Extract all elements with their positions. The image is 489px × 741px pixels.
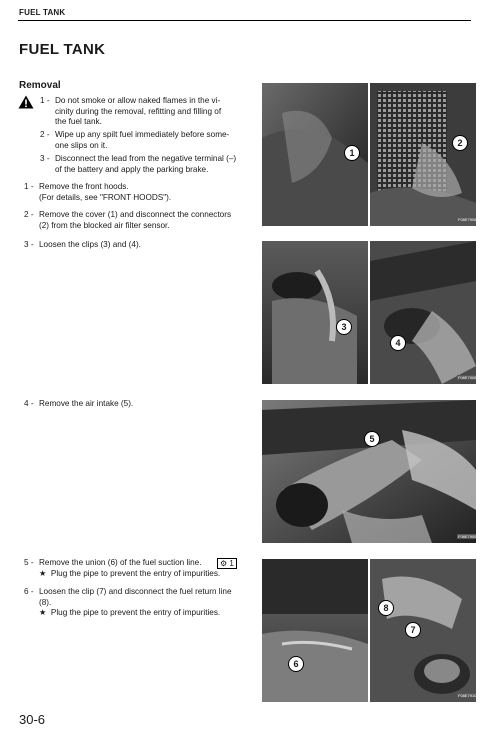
photo-ref: F08E7908 <box>458 375 476 380</box>
step-text: Remove the air intake (5). <box>39 399 134 408</box>
step-number: 5 - <box>24 558 34 567</box>
photo-fuel-lines <box>262 559 476 702</box>
step-number: 6 - <box>24 587 34 596</box>
warning-number: 3 - <box>40 154 50 163</box>
photo-ref: F08E7908 <box>458 217 476 222</box>
step-text: Remove the cover (1) and disconnect the connectors (2) from the blocked air filter sensor. <box>39 210 232 230</box>
photo-clips <box>262 241 476 384</box>
step-number: 2 - <box>24 210 34 219</box>
photo-air-filter-cover <box>262 83 476 226</box>
warning-triangle-icon <box>18 95 34 109</box>
warning-number: 2 - <box>40 130 50 139</box>
header-rule <box>18 20 471 21</box>
step-number: 1 - <box>24 182 34 191</box>
photo-ref: F08E7909 <box>458 534 476 539</box>
tool-reference-box: ⚙ 1 <box>217 558 237 569</box>
step-text: Remove the front hoods. (For details, see "FRONT HOODS"). <box>39 182 172 202</box>
warning-text: Disconnect the lead from the negative terminal (–) of the battery and apply the parking brake. <box>55 154 237 174</box>
warning-text: Do not smoke or allow naked flames in the vi- cinity during the removal, refitting and filling of the fuel tank. <box>55 96 222 126</box>
step-note: ★ Plug the pipe to prevent the entry of impurities. <box>39 568 221 578</box>
step-number: 4 - <box>24 399 34 408</box>
callout-6: 6 <box>288 656 304 672</box>
callout-1: 1 <box>344 145 360 161</box>
photo-air-intake <box>262 400 476 543</box>
callout-7: 7 <box>405 622 421 638</box>
page-title: FUEL TANK <box>19 41 106 58</box>
warning-text: Wipe up any spilt fuel immediately before some- one slips on it. <box>55 130 230 150</box>
photo-ref: F08E7910 <box>458 693 476 698</box>
warning-number: 1 - <box>40 96 50 105</box>
step-note: ★ Plug the pipe to prevent the entry of impurities. <box>39 608 221 617</box>
section-title: Removal <box>19 80 61 91</box>
callout-5: 5 <box>364 431 380 447</box>
callout-8: 8 <box>378 600 394 616</box>
running-header: FUEL TANK <box>19 8 66 17</box>
step-number: 3 - <box>24 240 34 249</box>
star-icon: ★ <box>39 568 47 578</box>
star-icon: ★ <box>39 608 47 617</box>
step-text: Remove the union (6) of the fuel suction line. ★ Plug the pipe to prevent the entry of impurities. <box>39 558 221 578</box>
callout-3: 3 <box>336 319 352 335</box>
page-number: 30-6 <box>19 712 46 727</box>
step-text: Loosen the clip (7) and disconnect the fuel return line (8). ★ Plug the pipe to prevent the entry of impurities. <box>39 587 232 617</box>
callout-4: 4 <box>390 335 406 351</box>
callout-2: 2 <box>452 135 468 151</box>
tool-icon: ⚙ <box>220 559 228 568</box>
step-text: Loosen the clips (3) and (4). <box>39 240 141 249</box>
